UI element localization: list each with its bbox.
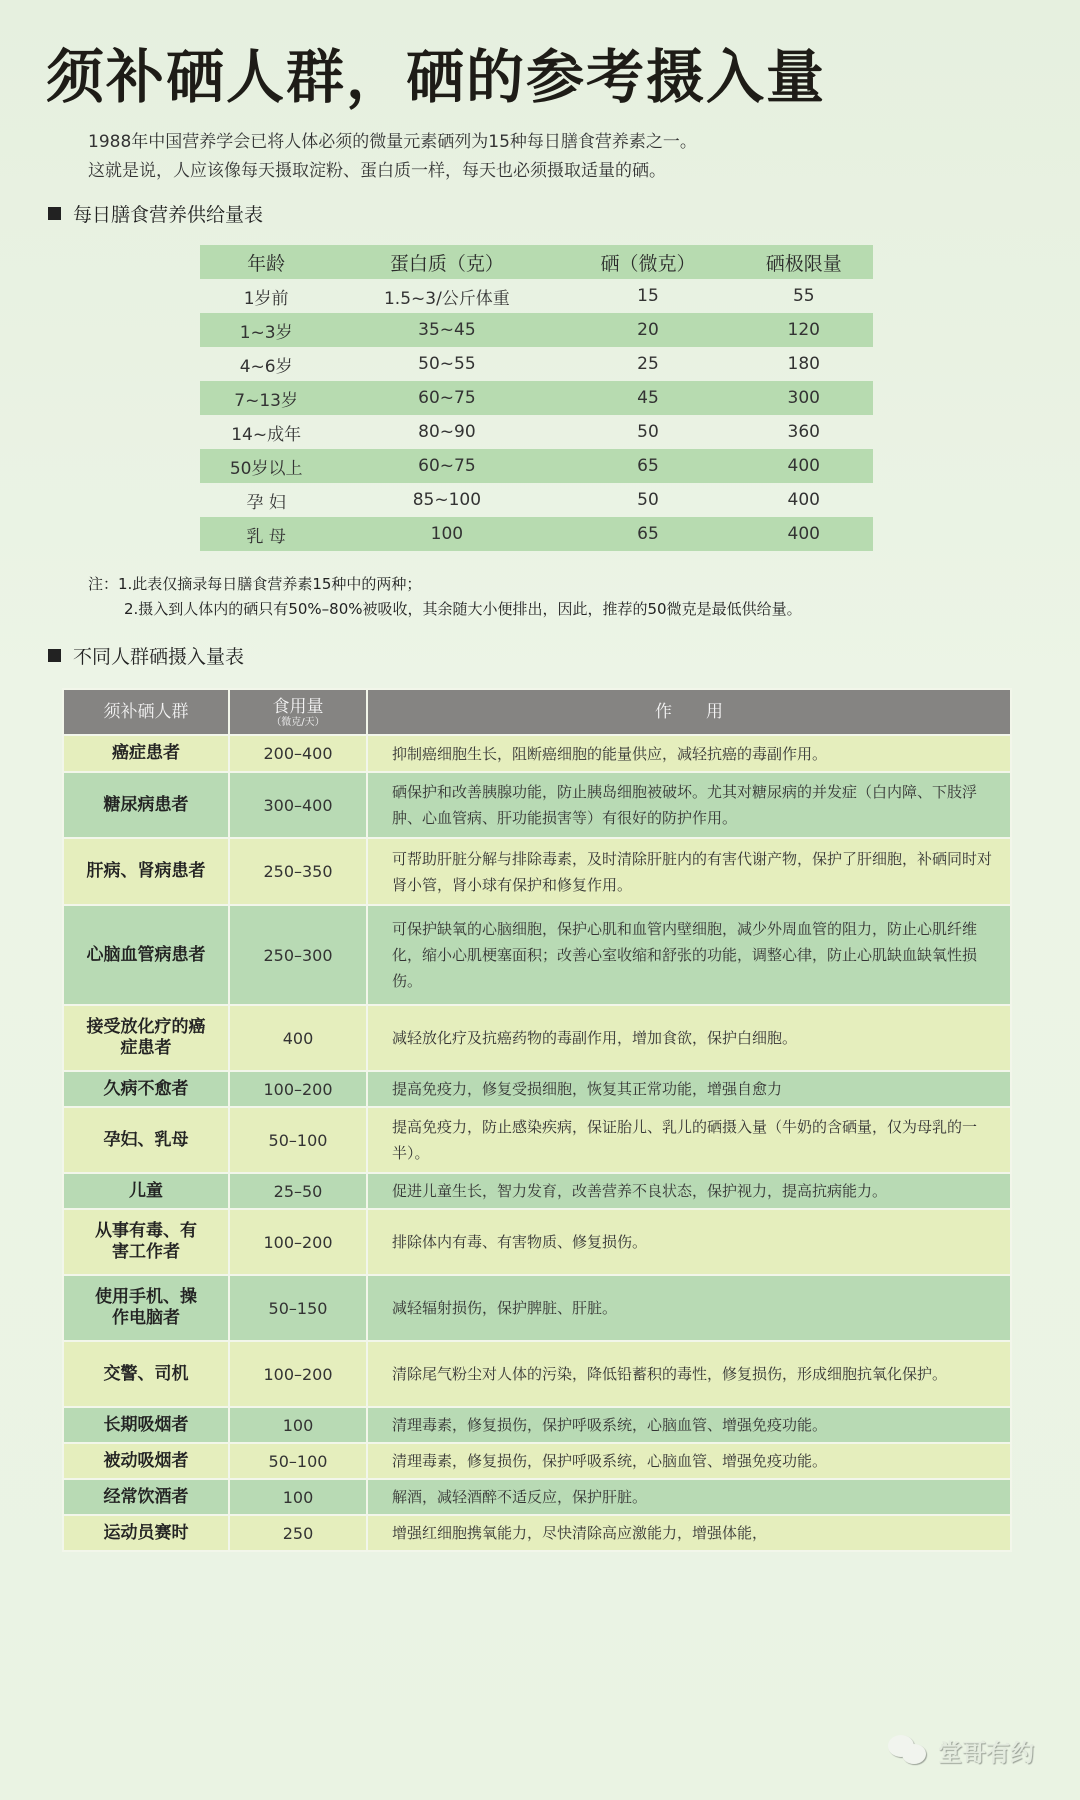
amount-cell: 25–50 <box>229 1173 367 1209</box>
section-heading-intake-by-group <box>48 642 244 669</box>
table-row <box>63 905 1011 1005</box>
table-header-row <box>200 245 873 279</box>
age-cell: 1~3岁 <box>239 322 293 343</box>
amount-cell: 100–200 <box>229 1341 367 1407</box>
intro-line-1: 1988年中国营养学会已将人体必须的微量元素硒列为15种每日膳食营养素之一。 <box>88 132 697 152</box>
column-header-amount <box>229 689 367 735</box>
selenium-cell: 20 <box>637 320 659 340</box>
age-cell: 14~成年 <box>231 424 302 445</box>
age-cell: 乳 母 <box>246 526 286 547</box>
group-cell: 接受放化疗的癌症患者 <box>63 1005 229 1071</box>
column-header-amount-unit: （微克/天） <box>271 716 325 728</box>
square-bullet-icon <box>48 207 61 220</box>
amount-cell: 250 <box>229 1515 367 1551</box>
amount-cell: 50–150 <box>229 1275 367 1341</box>
table-row <box>63 735 1011 772</box>
page-title: 须补硒人群，硒的参考摄入量 <box>46 43 827 111</box>
effect-cell: 清理毒素，修复损伤，保护呼吸系统，心脑血管、增强免疫功能。 <box>367 1443 1011 1479</box>
amount-cell: 50–100 <box>229 1443 367 1479</box>
table-row <box>63 1515 1011 1551</box>
age-cell: 4~6岁 <box>239 356 293 377</box>
limit-cell: 400 <box>787 456 820 476</box>
intake-by-group-table <box>62 688 1012 1552</box>
watermark <box>888 1733 1034 1768</box>
group-cell: 被动吸烟者 <box>63 1443 229 1479</box>
table-row <box>200 517 873 551</box>
section-heading-daily-supply <box>48 200 263 227</box>
amount-cell: 300–400 <box>229 772 367 838</box>
effect-cell: 硒保护和改善胰腺功能，防止胰岛细胞被破坏。尤其对糖尿病的并发症（白内障、下肢浮肿、心血管病、肝功能损害等）有很好的防护作用。 <box>367 772 1011 838</box>
effect-cell: 排除体内有毒、有害物质、修复损伤。 <box>367 1209 1011 1275</box>
limit-cell: 180 <box>787 354 820 374</box>
protein-cell: 60~75 <box>418 388 476 408</box>
group-cell: 久病不愈者 <box>63 1071 229 1107</box>
group-cell: 运动员赛时 <box>63 1515 229 1551</box>
effect-cell: 增强红细胞携氧能力，尽快清除高应激能力，增强体能， <box>367 1515 1011 1551</box>
table-row <box>200 449 873 483</box>
column-header-effect-text: 作 用 <box>655 702 723 722</box>
intro-line-2: 这就是说，人应该像每天摄取淀粉、蛋白质一样，每天也必须摄取适量的硒。 <box>88 161 666 181</box>
selenium-cell: 25 <box>637 354 659 374</box>
protein-cell: 80~90 <box>418 422 476 442</box>
age-cell: 7~13岁 <box>234 390 298 411</box>
table-row <box>63 1407 1011 1443</box>
table-row <box>200 313 873 347</box>
amount-cell: 250–300 <box>229 905 367 1005</box>
selenium-cell: 65 <box>637 524 659 544</box>
column-header-amount-text: 食用量 <box>272 696 324 717</box>
selenium-cell: 50 <box>637 490 659 510</box>
effect-cell: 清理毒素，修复损伤，保护呼吸系统，心脑血管、增强免疫功能。 <box>367 1407 1011 1443</box>
table-row <box>63 1107 1011 1173</box>
group-cell: 从事有毒、有害工作者 <box>63 1209 229 1275</box>
group-cell: 糖尿病患者 <box>63 772 229 838</box>
selenium-cell: 65 <box>637 456 659 476</box>
square-bullet-icon <box>48 649 61 662</box>
table-row <box>200 415 873 449</box>
limit-cell: 400 <box>787 524 820 544</box>
group-cell: 儿童 <box>63 1173 229 1209</box>
amount-cell: 400 <box>229 1005 367 1071</box>
amount-cell: 50–100 <box>229 1107 367 1173</box>
protein-cell: 85~100 <box>412 490 482 510</box>
group-cell: 肝病、肾病患者 <box>63 838 229 905</box>
column-header-group <box>63 689 229 735</box>
effect-cell: 可保护缺氧的心脑细胞，保护心肌和血管内壁细胞，减少外周血管的阻力，防止心肌纤维化，缩小心肌梗塞面积；改善心室收缩和舒张的功能，调整心律，防止心肌缺血缺氧性损伤。 <box>367 905 1011 1005</box>
effect-cell: 清除尾气粉尘对人体的污染，降低铅蓄积的毒性，修复损伤，形成细胞抗氧化保护。 <box>367 1341 1011 1407</box>
protein-cell: 100 <box>430 524 464 544</box>
intro-paragraph <box>88 128 697 186</box>
protein-cell: 60~75 <box>418 456 476 476</box>
table-row <box>200 279 873 313</box>
table-row <box>63 838 1011 905</box>
column-header-selenium-limit: 硒极限量 <box>765 252 842 275</box>
effect-cell: 减轻辐射损伤，保护脾脏、肝脏。 <box>367 1275 1011 1341</box>
table-row <box>63 1173 1011 1209</box>
table-row <box>63 1005 1011 1071</box>
limit-cell: 120 <box>787 320 820 340</box>
protein-cell: 1.5~3/公斤体重 <box>383 288 510 309</box>
amount-cell: 100 <box>229 1407 367 1443</box>
limit-cell: 55 <box>792 286 815 306</box>
amount-cell: 250–350 <box>229 838 367 905</box>
table-row <box>63 1443 1011 1479</box>
effect-cell: 提高免疫力，防止感染疾病，保证胎儿、乳儿的硒摄入量（牛奶的含硒量，仅为母乳的一半）。 <box>367 1107 1011 1173</box>
limit-cell: 300 <box>787 388 820 408</box>
protein-cell: 50~55 <box>418 354 476 374</box>
effect-cell: 抑制癌细胞生长，阻断癌细胞的能量供应，减轻抗癌的毒副作用。 <box>367 735 1011 772</box>
table-row <box>63 1071 1011 1107</box>
table-row <box>200 381 873 415</box>
table-row <box>200 347 873 381</box>
effect-cell: 减轻放化疗及抗癌药物的毒副作用，增加食欲，保护白细胞。 <box>367 1005 1011 1071</box>
age-cell: 50岁以上 <box>229 458 303 479</box>
table-row <box>63 772 1011 838</box>
selenium-cell: 45 <box>637 388 659 408</box>
amount-cell: 100–200 <box>229 1209 367 1275</box>
column-header-group-text: 须补硒人群 <box>103 702 189 722</box>
table-notes <box>88 572 802 622</box>
note-2: 2.摄入到人体内的硒只有50%–80%被吸收，其余随大小便排出，因此，推荐的50微克是最低供给量。 <box>124 600 802 618</box>
group-cell: 长期吸烟者 <box>63 1407 229 1443</box>
column-header-protein: 蛋白质（克） <box>389 252 504 275</box>
effect-cell: 解酒，减轻酒醉不适反应，保护肝脏。 <box>367 1479 1011 1515</box>
effect-cell: 提高免疫力，修复受损细胞，恢复其正常功能，增强自愈力 <box>367 1071 1011 1107</box>
protein-cell: 35~45 <box>418 320 476 340</box>
table-header-row <box>63 689 1011 735</box>
age-cell: 1岁前 <box>243 288 289 309</box>
group-cell: 心脑血管病患者 <box>63 905 229 1005</box>
limit-cell: 360 <box>787 422 820 442</box>
watermark-text: 堂哥有约 <box>938 1739 1034 1767</box>
group-cell: 经常饮酒者 <box>63 1479 229 1515</box>
group-cell: 癌症患者 <box>63 735 229 772</box>
daily-supply-table <box>200 245 873 551</box>
table-row <box>200 483 873 517</box>
wechat-icon <box>888 1735 930 1767</box>
amount-cell: 200–400 <box>229 735 367 772</box>
column-header-effect <box>367 689 1011 735</box>
amount-cell: 100 <box>229 1479 367 1515</box>
table-row <box>63 1209 1011 1275</box>
table-row <box>63 1479 1011 1515</box>
group-cell: 使用手机、操作电脑者 <box>63 1275 229 1341</box>
table-row <box>63 1275 1011 1341</box>
effect-cell: 可帮助肝脏分解与排除毒素，及时清除肝脏内的有害代谢产物，保护了肝细胞，补硒同时对肾小管，肾小球有保护和修复作用。 <box>367 838 1011 905</box>
group-cell: 孕妇、乳母 <box>63 1107 229 1173</box>
effect-cell: 促进儿童生长，智力发育，改善营养不良状态，保护视力，提高抗病能力。 <box>367 1173 1011 1209</box>
note-1: 注：1.此表仅摘录每日膳食营养素15种中的两种； <box>88 575 422 593</box>
section-heading-text: 不同人群硒摄入量表 <box>73 646 245 668</box>
amount-cell: 100–200 <box>229 1071 367 1107</box>
section-heading-text: 每日膳食营养供给量表 <box>73 204 264 226</box>
limit-cell: 400 <box>787 490 820 510</box>
table-row <box>63 1341 1011 1407</box>
column-header-age: 年龄 <box>247 252 286 275</box>
age-cell: 孕 妇 <box>246 492 286 513</box>
group-cell: 交警、司机 <box>63 1341 229 1407</box>
column-header-selenium: 硒（微克） <box>600 252 696 275</box>
selenium-cell: 15 <box>637 286 659 306</box>
selenium-cell: 50 <box>637 422 659 442</box>
